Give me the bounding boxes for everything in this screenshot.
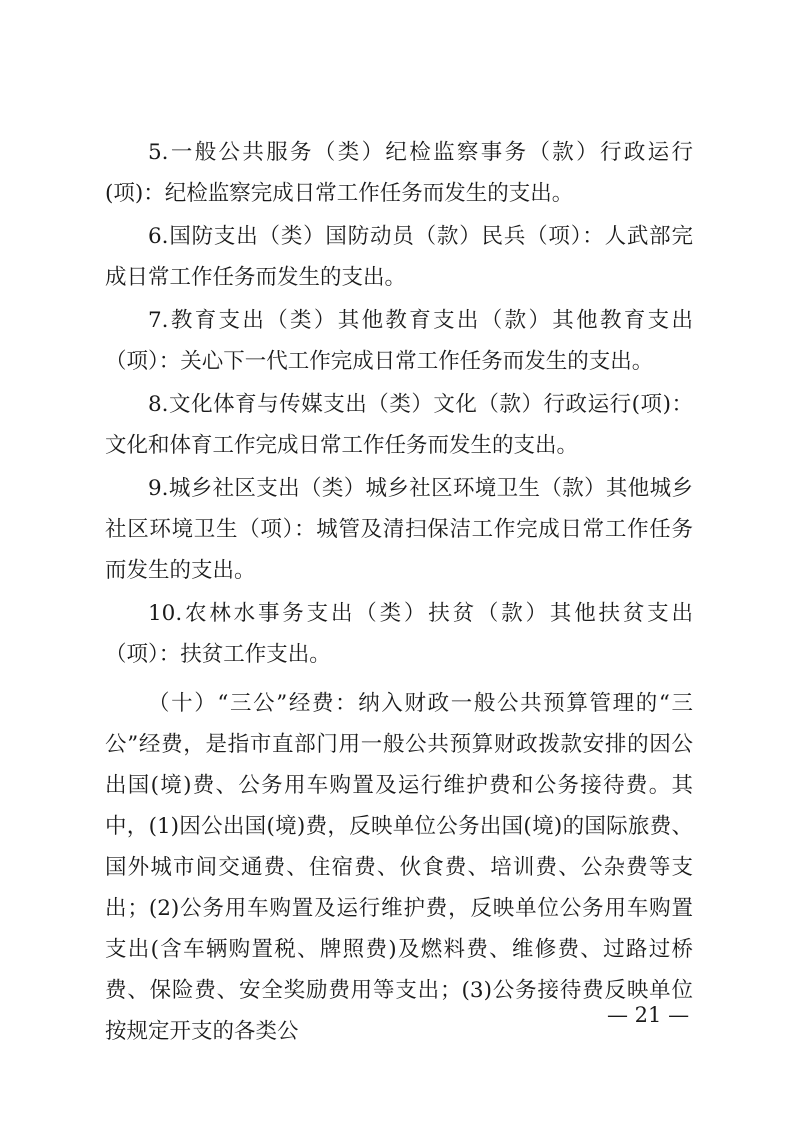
paragraph-three-public-expenses: （十）“三公”经费：纳入财政一般公共预算管理的“三公”经费，是指市直部门用一般公共预算财政拨款安排的因公出国(境)费、公务用车购置及运行维护费和公务接待费。其中，(1)因公出国(境)费，反映单位公务出国(境)的国际旅费、国外城市间交通费、住宿费、伙食费、培训费、公杂费等支出；(2)公务用车购置及运行维护费，反映单位公务用车购置支出(含车辆购置税、牌照费)及燃料费、维修费、过路过桥费、保险费、安全奖励费用等支出；(3)公务接待费反映单位按规定开支的各类公 xyxy=(105,691,693,1044)
paragraph-item-5: 5.一般公共服务（类）纪检监察事务（款）行政运行(项)：纪检监察完成日常工作任务而发生的支出。 xyxy=(105,140,693,206)
paragraph-item-8: 8.文化体育与传媒支出（类）文化（款）行政运行(项)：文化和体育工作完成日常工作任务而发生的支出。 xyxy=(105,392,693,458)
paragraph-item-7: 7.教育支出（类）其他教育支出（款）其他教育支出（项）：关心下一代工作完成日常工作任务而发生的支出。 xyxy=(105,308,693,374)
page-number: — 21 — xyxy=(607,1003,690,1027)
body-text xyxy=(105,132,693,1052)
paragraph-item-9: 9.城乡社区支出（类）城乡社区环境卫生（款）其他城乡社区环境卫生（项）：城管及清扫保洁工作完成日常工作任务而发生的支出。 xyxy=(105,476,693,583)
paragraph-item-10: 10.农林水事务支出（类）扶贫（款）其他扶贫支出（项）：扶贫工作支出。 xyxy=(105,601,693,667)
paragraph-item-6: 6.国防支出（类）国防动员（款）民兵（项）：人武部完成日常工作任务而发生的支出。 xyxy=(105,224,693,290)
